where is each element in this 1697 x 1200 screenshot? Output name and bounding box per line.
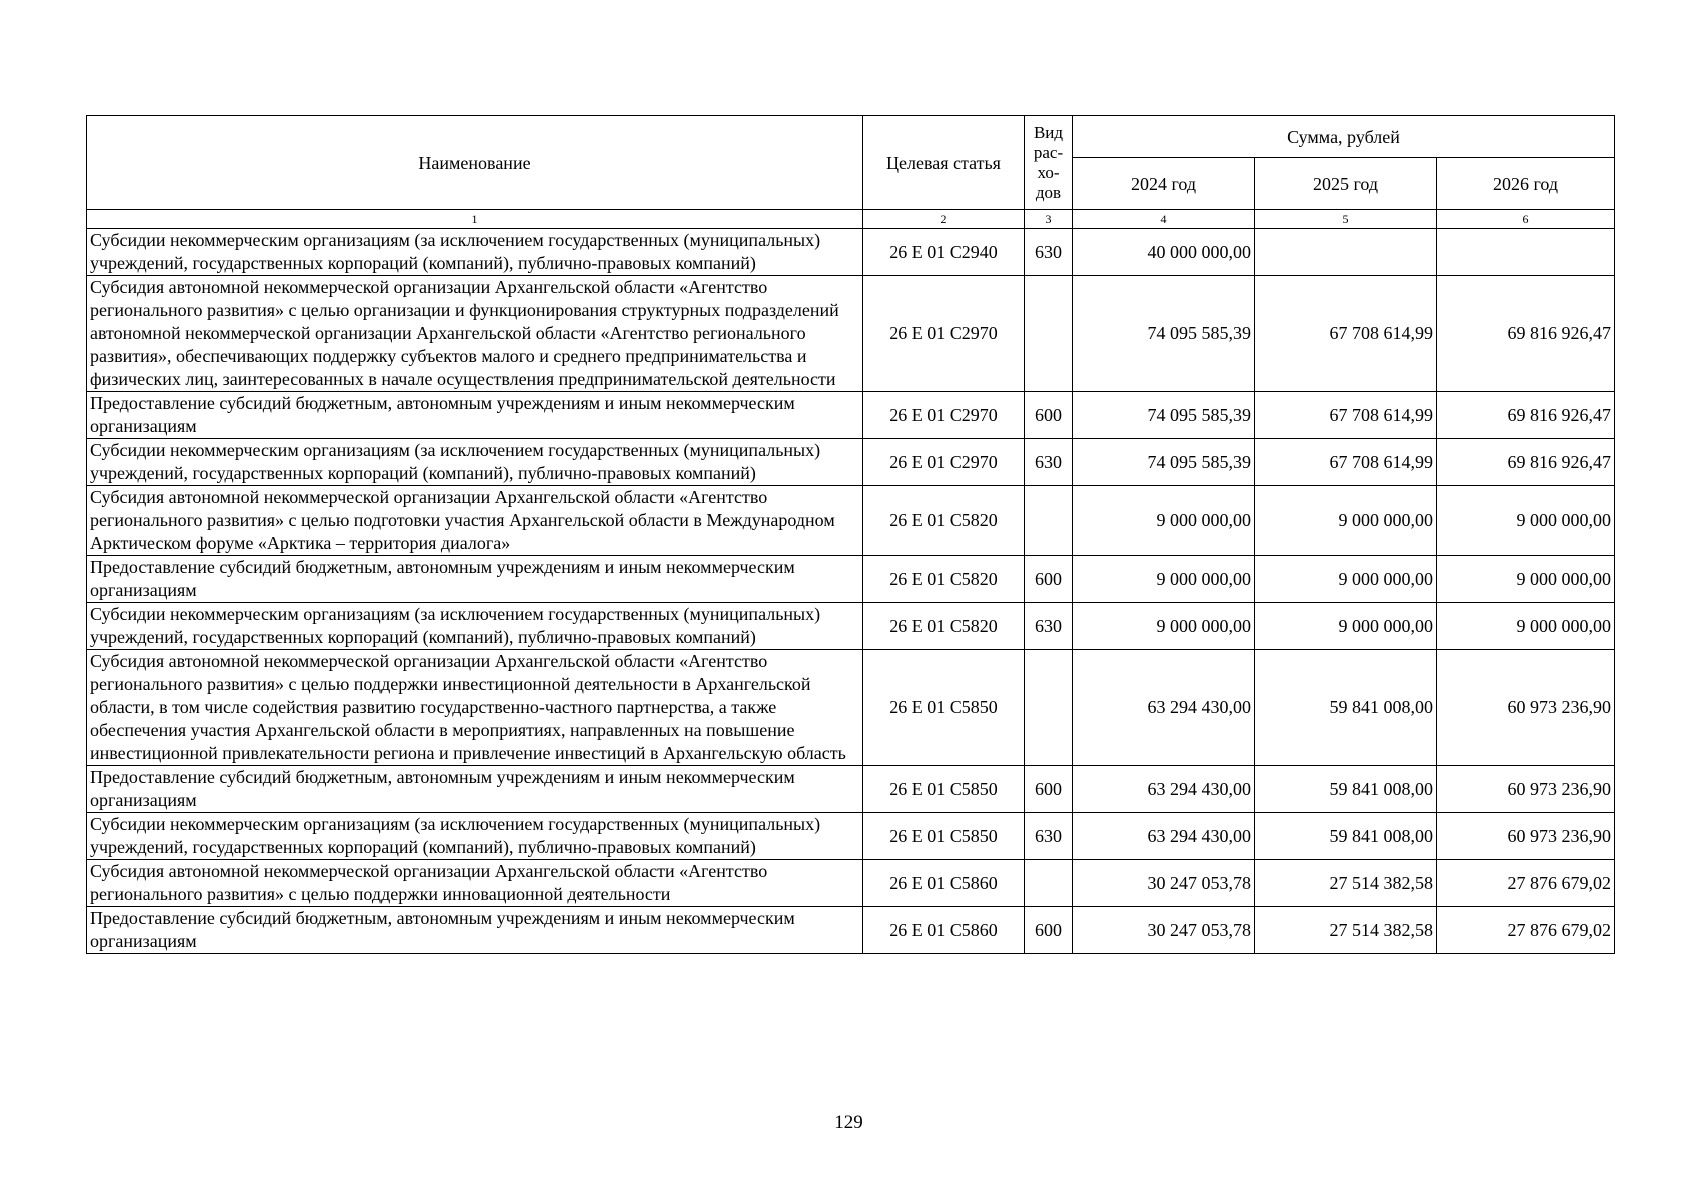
column-number: 2 (863, 210, 1025, 229)
row-amount-2026: 69 816 926,47 (1437, 439, 1615, 486)
table-row (87, 860, 1615, 907)
row-name: Субсидии некоммерческим организациям (за исключением государственных (муниципальных) учреждений, государственных корпораций (компаний), публично-правовых компаний) (87, 229, 863, 276)
row-name: Субсидия автономной некоммерческой организации Архангельской области «Агентство регионального развития» с целью поддержки инвестиционной деятельности в Архангельской области, в том числе содействия развитию государственно-частного партнерства, а также обеспечения участия Архангельской области в мероприятиях, направленных на повышение инвестиционной привлекательности региона и привлечение инвестиций в Архангельскую область (87, 650, 863, 766)
row-target-code: 26 Е 01 С2940 (863, 229, 1025, 276)
row-expense-type: 600 (1025, 907, 1073, 954)
row-target-code: 26 Е 01 С5820 (863, 603, 1025, 650)
table-row (87, 556, 1615, 603)
table-row (87, 276, 1615, 392)
row-target-code: 26 Е 01 С2970 (863, 392, 1025, 439)
row-amount-2025: 59 841 008,00 (1255, 766, 1437, 813)
row-name: Предоставление субсидий бюджетным, автономным учреждениям и иным некоммерческим организациям (87, 907, 863, 954)
row-amount-2026: 60 973 236,90 (1437, 813, 1615, 860)
row-name: Субсидия автономной некоммерческой организации Архангельской области «Агентство регионального развития» с целью подготовки участия Архангельской области в Международном Арктическом форуме «Арктика – территория диалога» (87, 486, 863, 556)
row-amount-2024: 74 095 585,39 (1073, 439, 1255, 486)
row-amount-2024: 63 294 430,00 (1073, 766, 1255, 813)
column-number: 5 (1255, 210, 1437, 229)
row-amount-2024: 9 000 000,00 (1073, 556, 1255, 603)
row-target-code: 26 Е 01 С2970 (863, 439, 1025, 486)
page-number: 129 (834, 1112, 863, 1133)
row-expense-type: 600 (1025, 392, 1073, 439)
row-amount-2025: 59 841 008,00 (1255, 813, 1437, 860)
row-amount-2024: 30 247 053,78 (1073, 907, 1255, 954)
row-amount-2026: 9 000 000,00 (1437, 486, 1615, 556)
row-amount-2025: 67 708 614,99 (1255, 392, 1437, 439)
row-name: Предоставление субсидий бюджетным, автономным учреждениям и иным некоммерческим организациям (87, 392, 863, 439)
row-name: Субсидии некоммерческим организациям (за исключением государственных (муниципальных) учреждений, государственных корпораций (компаний), публично-правовых компаний) (87, 603, 863, 650)
row-amount-2026: 69 816 926,47 (1437, 392, 1615, 439)
header-name: Наименование (87, 116, 863, 210)
row-amount-2024: 30 247 053,78 (1073, 860, 1255, 907)
column-number: 3 (1025, 210, 1073, 229)
row-name: Предоставление субсидий бюджетным, автономным учреждениям и иным некоммерческим организациям (87, 766, 863, 813)
row-amount-2026: 27 876 679,02 (1437, 907, 1615, 954)
header-target-article: Целевая статья (863, 116, 1025, 210)
header-year-2024: 2024 год (1073, 158, 1255, 210)
row-amount-2026: 60 973 236,90 (1437, 650, 1615, 766)
table-row (87, 603, 1615, 650)
row-expense-type (1025, 486, 1073, 556)
row-amount-2025: 27 514 382,58 (1255, 907, 1437, 954)
row-amount-2025 (1255, 229, 1437, 276)
table-row (87, 813, 1615, 860)
row-amount-2025: 9 000 000,00 (1255, 556, 1437, 603)
row-amount-2024: 63 294 430,00 (1073, 813, 1255, 860)
row-target-code: 26 Е 01 С5850 (863, 650, 1025, 766)
row-target-code: 26 Е 01 С5860 (863, 860, 1025, 907)
row-expense-type: 630 (1025, 603, 1073, 650)
row-amount-2025: 27 514 382,58 (1255, 860, 1437, 907)
document-page (86, 115, 1614, 954)
row-target-code: 26 Е 01 С2970 (863, 276, 1025, 392)
row-expense-type: 630 (1025, 229, 1073, 276)
header-expense-type: Вид рас- хо- дов (1025, 116, 1073, 210)
budget-table (86, 115, 1615, 954)
table-header (87, 116, 1615, 229)
table-row (87, 766, 1615, 813)
row-amount-2024: 40 000 000,00 (1073, 229, 1255, 276)
row-name: Субсидия автономной некоммерческой организации Архангельской области «Агентство регионального развития» с целью поддержки инновационной деятельности (87, 860, 863, 907)
table-row (87, 392, 1615, 439)
header-year-2025: 2025 год (1255, 158, 1437, 210)
header-year-2026: 2026 год (1437, 158, 1615, 210)
row-amount-2026: 69 816 926,47 (1437, 276, 1615, 392)
table-row (87, 486, 1615, 556)
row-amount-2025: 67 708 614,99 (1255, 439, 1437, 486)
row-amount-2024: 9 000 000,00 (1073, 603, 1255, 650)
table-body (87, 229, 1615, 954)
row-target-code: 26 Е 01 С5850 (863, 813, 1025, 860)
row-target-code: 26 Е 01 С5850 (863, 766, 1025, 813)
table-row (87, 650, 1615, 766)
header-sum: Сумма, рублей (1073, 116, 1615, 158)
column-number: 6 (1437, 210, 1615, 229)
column-numbers-row (87, 210, 1615, 229)
row-amount-2024: 9 000 000,00 (1073, 486, 1255, 556)
row-expense-type: 600 (1025, 556, 1073, 603)
row-amount-2026: 60 973 236,90 (1437, 766, 1615, 813)
row-amount-2025: 67 708 614,99 (1255, 276, 1437, 392)
row-amount-2026 (1437, 229, 1615, 276)
row-amount-2026: 9 000 000,00 (1437, 556, 1615, 603)
row-expense-type: 630 (1025, 813, 1073, 860)
row-amount-2024: 63 294 430,00 (1073, 650, 1255, 766)
row-amount-2025: 9 000 000,00 (1255, 486, 1437, 556)
row-amount-2026: 27 876 679,02 (1437, 860, 1615, 907)
row-target-code: 26 Е 01 С5820 (863, 486, 1025, 556)
row-expense-type: 630 (1025, 439, 1073, 486)
row-target-code: 26 Е 01 С5820 (863, 556, 1025, 603)
row-amount-2024: 74 095 585,39 (1073, 392, 1255, 439)
row-amount-2026: 9 000 000,00 (1437, 603, 1615, 650)
row-expense-type: 600 (1025, 766, 1073, 813)
row-name: Субсидия автономной некоммерческой организации Архангельской области «Агентство регионального развития» с целью организации и функционирования структурных подразделений автономной некоммерческой организации Архангельской области «Агентство регионального развития», обеспечивающих поддержку субъектов малого и среднего предпринимательства и физических лиц, заинтересованных в начале осуществления предпринимательской деятельности (87, 276, 863, 392)
row-name: Субсидии некоммерческим организациям (за исключением государственных (муниципальных) учреждений, государственных корпораций (компаний), публично-правовых компаний) (87, 439, 863, 486)
table-row (87, 907, 1615, 954)
row-target-code: 26 Е 01 С5860 (863, 907, 1025, 954)
row-expense-type (1025, 860, 1073, 907)
table-row (87, 439, 1615, 486)
row-name: Субсидии некоммерческим организациям (за исключением государственных (муниципальных) учреждений, государственных корпораций (компаний), публично-правовых компаний) (87, 813, 863, 860)
row-amount-2024: 74 095 585,39 (1073, 276, 1255, 392)
column-number: 1 (87, 210, 863, 229)
column-number: 4 (1073, 210, 1255, 229)
row-name: Предоставление субсидий бюджетным, автономным учреждениям и иным некоммерческим организациям (87, 556, 863, 603)
row-expense-type (1025, 650, 1073, 766)
row-amount-2025: 59 841 008,00 (1255, 650, 1437, 766)
row-expense-type (1025, 276, 1073, 392)
row-amount-2025: 9 000 000,00 (1255, 603, 1437, 650)
table-row (87, 229, 1615, 276)
